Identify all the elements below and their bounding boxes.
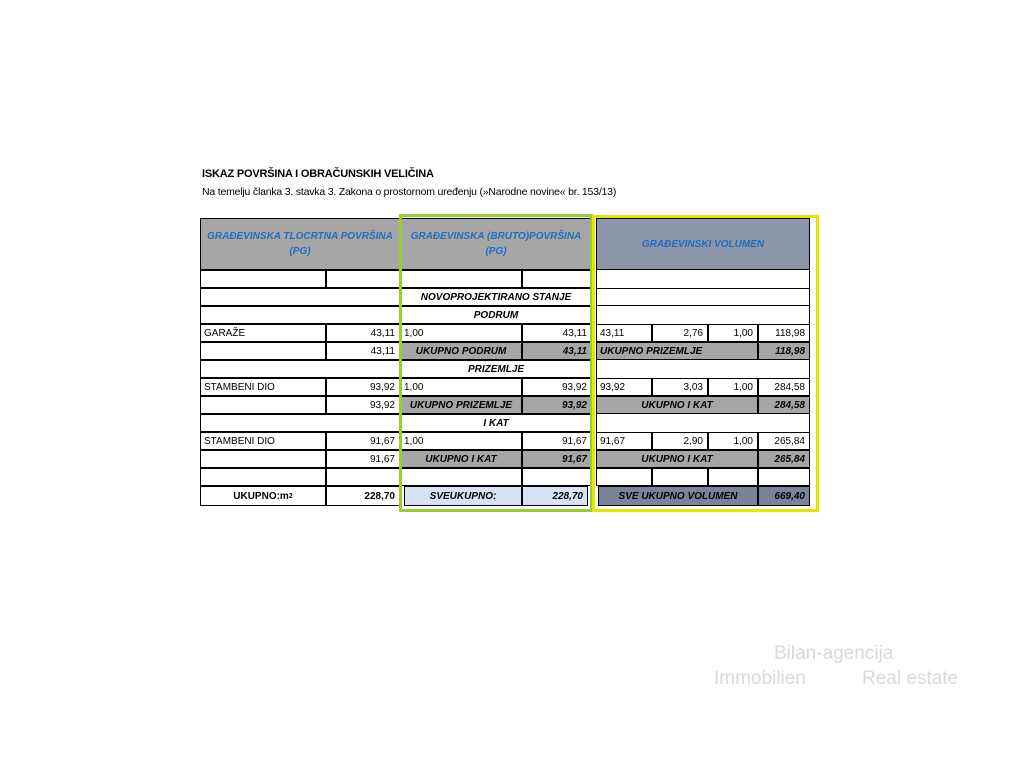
section-prizemlje: PRIZEMLJE	[400, 360, 592, 378]
stambeni1-volume: 284,58	[758, 378, 810, 396]
podrum-total-bruto: 43,11	[522, 342, 592, 360]
garaze-volume-area: 43,11	[596, 324, 652, 342]
watermark-agency: Bilan-agencija	[774, 643, 894, 664]
empty-cell	[200, 468, 326, 486]
total-bruto-label: SVEUKUPNO:	[404, 486, 522, 506]
empty-cell	[596, 288, 810, 306]
stambeni2-area: 91,67	[326, 432, 400, 450]
stambeni1-volume-area: 93,92	[596, 378, 652, 396]
row-label-garaze: GARAŽE	[200, 324, 326, 342]
total-label-text: UKUPNO:m	[233, 490, 289, 502]
empty-cell	[522, 468, 592, 486]
total-area: 228,70	[326, 486, 400, 506]
podrum-total-label: UKUPNO PODRUM	[400, 342, 522, 360]
garaze-bruto: 43,11	[522, 324, 592, 342]
stambeni2-coef: 1,00	[400, 432, 522, 450]
watermark-immobilien: Immobilien	[714, 668, 806, 689]
ikat-total-bruto: 91,67	[522, 450, 592, 468]
empty-cell	[200, 450, 326, 468]
total-volume-label: SVE UKUPNO VOLUMEN	[598, 486, 758, 506]
section-podrum: PODRUM	[400, 306, 592, 324]
row-label-stambeni-ikat: STAMBENI DIO	[200, 432, 326, 450]
prizemlje-total-label: UKUPNO PRIZEMLJE	[400, 396, 522, 414]
empty-cell	[596, 306, 810, 324]
stambeni2-volume-area: 91,67	[596, 432, 652, 450]
header-bruto: GRAĐEVINSKA (BRUTO)POVRŠINA (PG)	[400, 218, 592, 270]
ikat-total-volume: 265,84	[758, 450, 810, 468]
stambeni1-coef: 1,00	[400, 378, 522, 396]
empty-cell	[400, 270, 522, 288]
empty-cell	[522, 270, 592, 288]
prizemlje-total-volume-label: UKUPNO I KAT	[596, 396, 758, 414]
prizemlje-total-volume: 284,58	[758, 396, 810, 414]
empty-cell	[596, 360, 810, 378]
garaze-volume: 118,98	[758, 324, 810, 342]
garaze-volume-coef: 1,00	[708, 324, 758, 342]
garaze-height: 2,76	[652, 324, 708, 342]
empty-cell	[200, 360, 400, 378]
empty-cell	[596, 468, 652, 486]
row-label-stambeni-prizemlje: STAMBENI DIO	[200, 378, 326, 396]
header-tlocrtna: GRAĐEVINSKA TLOCRTNA POVRŠINA (PG)	[200, 218, 400, 270]
empty-cell	[326, 270, 400, 288]
empty-cell	[200, 396, 326, 414]
stambeni1-volume-coef: 1,00	[708, 378, 758, 396]
empty-cell	[326, 468, 400, 486]
ikat-total-area: 91,67	[326, 450, 400, 468]
empty-cell	[708, 468, 758, 486]
stambeni2-bruto: 91,67	[522, 432, 592, 450]
stambeni1-height: 3,03	[652, 378, 708, 396]
empty-cell	[758, 468, 810, 486]
document-title: ISKAZ POVRŠINA I OBRAČUNSKIH VELIČINA	[202, 168, 434, 180]
stambeni1-bruto: 93,92	[522, 378, 592, 396]
podrum-total-volume: 118,98	[758, 342, 810, 360]
stambeni2-volume-coef: 1,00	[708, 432, 758, 450]
total-label	[200, 486, 326, 506]
podrum-total-volume-label: UKUPNO PRIZEMLJE	[596, 342, 758, 360]
empty-cell	[596, 414, 810, 432]
empty-cell	[596, 270, 810, 288]
stambeni2-volume: 265,84	[758, 432, 810, 450]
ikat-total-label: UKUPNO I KAT	[400, 450, 522, 468]
section-state: NOVOPROJEKTIRANO STANJE	[400, 288, 592, 306]
empty-cell	[652, 468, 708, 486]
garaze-area: 43,11	[326, 324, 400, 342]
watermark-real-estate: Real estate	[862, 668, 959, 689]
header-volumen: GRAĐEVINSKI VOLUMEN	[596, 218, 810, 270]
empty-cell	[200, 270, 326, 288]
total-unit-sup: 2	[288, 492, 293, 500]
empty-cell	[200, 288, 400, 306]
total-bruto: 228,70	[522, 486, 588, 506]
prizemlje-total-area: 93,92	[326, 396, 400, 414]
empty-cell	[200, 306, 400, 324]
document-subtitle: Na temelju članka 3. stavka 3. Zakona o prostornom uređenju (»Narodne novine« br. 153/13)	[202, 186, 617, 198]
total-volume: 669,40	[758, 486, 810, 506]
section-ikat: I KAT	[400, 414, 592, 432]
podrum-total-area: 43,11	[326, 342, 400, 360]
stambeni2-height: 2,90	[652, 432, 708, 450]
stambeni1-area: 93,92	[326, 378, 400, 396]
empty-cell	[200, 342, 326, 360]
empty-cell	[400, 468, 522, 486]
empty-cell	[200, 414, 400, 432]
garaze-coef: 1,00	[400, 324, 522, 342]
prizemlje-total-bruto: 93,92	[522, 396, 592, 414]
ikat-total-volume-label: UKUPNO I KAT	[596, 450, 758, 468]
